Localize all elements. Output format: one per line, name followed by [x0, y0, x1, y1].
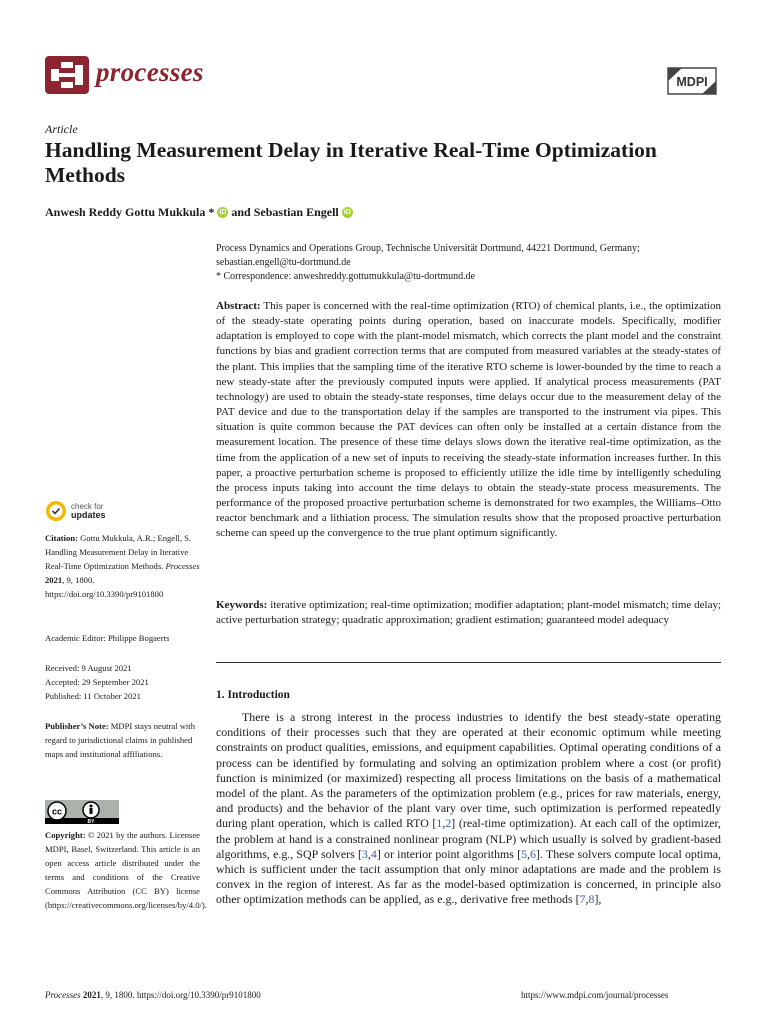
citation-link[interactable]: 5	[521, 846, 528, 861]
publication-dates	[45, 661, 200, 703]
author-name: Anwesh Reddy Gottu Mukkula *	[45, 205, 215, 219]
citation-block: Citation: Gottu Mukkula, A.R.; Engell, S. Handling Measurement Delay in Iterative Real-Time Optimization Methods. Processes 2021, 9, 1800. https://doi.org/10.3390/pr9101800	[45, 533, 200, 599]
citation-link[interactable]: 8	[588, 892, 595, 907]
footer-journal-url[interactable]: https://www.mdpi.com/journal/processes	[521, 990, 669, 1000]
author-name: and Sebastian Engell	[231, 205, 339, 219]
check-updates-label: check for updates	[71, 502, 106, 520]
affiliation-text: Process Dynamics and Operations Group, Technische Universität Dortmund, 44221 Dortmund, Germany; sebastian.engell@tu-dortmund.de	[216, 243, 640, 268]
journal-logo-icon	[45, 56, 89, 94]
citation-link[interactable]: 6	[530, 846, 536, 861]
affiliation-block	[216, 242, 726, 284]
section-divider	[216, 662, 721, 663]
publisher-note: Publisher’s Note: MDPI stays neutral with regard to jurisdictional claims in published maps and institutional affiliations.	[45, 721, 195, 759]
citation-link[interactable]: 7	[579, 892, 586, 907]
article-title: Handling Measurement Delay in Iterative Real-Time Optimization Methods	[45, 138, 657, 187]
citation-link[interactable]: 1	[436, 816, 443, 831]
correspondence-text: * Correspondence: anweshreddy.gottumukkula@tu-dortmund.de	[216, 271, 476, 282]
intro-paragraph: There is a strong interest in the process industries to identify the best steady-state operating conditions of their processes such that they are operated at their economic optimum while meeting constraints on product qualities, emissions, and equipment capabilities. Optimal operating conditions of a process can be identified by formulating and solving an optimization problem where a cost (or profit) function is minimized (or maximized) respecting all process limitations on the basis of a mathematical model of the plant. As the parameters of the optimization problem (e.g., prices for raw materials, energy, and products) and the behavior of the plant vary over time, such optimization is performed repeatedly during plant operation, which is called RTO [1,2] (real-time optimization). At each call of the optimizer, the problem at hand is a constrained nonlinear program (NLP) which usually is solved by gradient-based algorithms, e.g., SQP solvers [3,4] or interior point algorithms [5,6]. These solvers compute local optima, which is sufficient under the tacit assumption that only minor adaptations are made and the problem is convex in the region of interest. As far as the model-based optimization is concerned, in principle also other optimization methods can be applied, as e.g., derivative free methods [7,8],	[216, 710, 721, 907]
copyright-notice: Copyright: © 2021 by the authors. Licensee MDPI, Basel, Switzerland. This article is an open access article distributed under the terms and conditions of the Creative Commons Attribution (CC BY) license (https://creativecommons.org/licenses/by/4.0/).	[45, 830, 207, 910]
footer-citation: Processes 2021, 9, 1800. https://doi.org/10.3390/pr9101800	[45, 990, 261, 1000]
section-heading: 1. Introduction	[216, 689, 290, 701]
keywords-label: Keywords:	[216, 599, 268, 611]
journal-name: processes	[96, 57, 204, 87]
mdpi-logo-text: MDPI	[676, 75, 708, 89]
citation-link[interactable]: 2	[445, 816, 452, 831]
published-date: Published: 11 October 2021	[45, 691, 141, 701]
citation-link[interactable]: 3	[361, 846, 368, 861]
orcid-icon[interactable]: iD	[343, 209, 351, 216]
cc-by-license-icon[interactable]	[45, 800, 119, 824]
check-for-updates-button[interactable]	[45, 500, 106, 522]
svg-text:cc: cc	[51, 806, 63, 817]
academic-editor: Academic Editor: Philippe Bogaerts	[45, 633, 170, 643]
article-type: Article	[45, 122, 78, 136]
accepted-date: Accepted: 29 September 2021	[45, 677, 149, 687]
abstract-label: Abstract:	[216, 300, 261, 312]
author-list	[45, 205, 353, 220]
orcid-icon[interactable]: iD	[219, 209, 227, 216]
mdpi-logo-icon[interactable]	[664, 64, 720, 98]
citation-link[interactable]: 4	[370, 846, 377, 861]
check-updates-icon	[45, 500, 67, 522]
abstract-text: This paper is concerned with the real-time optimization (RTO) of chemical plants, i.e., the optimization of the steady-state operating points during operation, based on inaccurate models. Specifically, modifier adaptation is employed to cope with the plant-model mismatch, which corrects the plant model and the constraint functions by bias and gradient correction terms that are computed from measured variables at the steady-states of the plant. This implies that the sampling time of the iterative RTO scheme is lower-bounded by the time to reach a new steady-state after the previously computed inputs were applied. If analytical process measurements (PAT technology) are used to obtain the steady-state responses, time delays occur due to the measurement delay of the PAT device and due to the transportation delay if the samples are transported to the instrument via pipes. This situation is quite common because the PAT devices can often only be installed at a certain distance from the measurement location. The presence of these time delays slows down the iterative real-time optimization, as the time from the application of a new set of inputs to receiving the steady-state information increases further. In this paper, a proactive perturbation scheme is proposed to efficiently utilize the idle time by intelligently scheduling the process inputs taking into account the time delays to obtain the steady-state process measurements. The performance of the proposed proactive perturbation scheme is demonstrated for two examples, the Williams–Otto reactor benchmark and a lithiation process. The simulation results show that the proposed proactive perturbation scheme can speed up the convergence to the true plant optimum significantly.	[216, 300, 721, 540]
svg-text:BY: BY	[87, 819, 95, 824]
keywords-text: iterative optimization; real-time optimization; modifier adaptation; plant-model mismatch; time delay; active perturbation strategy; quadratic approximation; gradient estimation; guaranteed model adequacy	[216, 599, 722, 627]
keywords	[216, 598, 721, 628]
received-date: Received: 9 August 2021	[45, 663, 132, 673]
abstract	[216, 299, 721, 542]
